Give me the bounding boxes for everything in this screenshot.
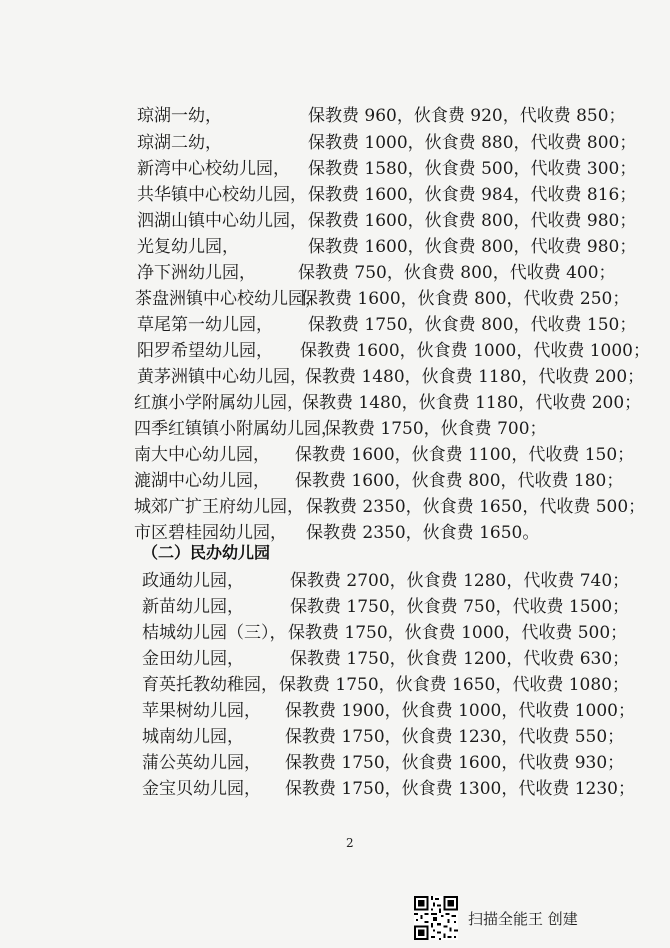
fee-text: 保教费 1750，伙食费 1300，代收费 1230； (285, 779, 636, 799)
fee-text: 保教费 1900，伙食费 1000，代收费 1000； (285, 701, 636, 721)
fee-text: 保教费 1600，伙食费 984，代收费 816； (308, 185, 637, 205)
list-item (142, 700, 636, 722)
kindergarten-name: 新苗幼儿园， (142, 597, 244, 617)
list-item (137, 210, 637, 232)
scanner-watermark (414, 896, 634, 940)
kindergarten-name: 城南幼儿园， (142, 727, 244, 747)
list-item (142, 622, 628, 644)
fee-text: 保教费 1750，伙食费 700； (324, 419, 547, 439)
list-item (137, 262, 616, 284)
fee-text: 保教费 2700，伙食费 1280，代收费 740； (290, 571, 630, 591)
fee-text: 保教费 750，伙食费 800，代收费 400； (298, 263, 616, 283)
fee-text: 保教费 1750，伙食费 1650，代收费 1080； (279, 675, 630, 695)
list-item (142, 596, 630, 618)
list-item (134, 496, 646, 518)
fee-text: 保教费 1600，伙食费 1000，代收费 1000； (300, 341, 651, 361)
fee-text: 保教费 1000，伙食费 880，代收费 800； (308, 133, 637, 153)
kindergarten-name: 政通幼儿园， (142, 571, 244, 591)
page-number: 2 (346, 836, 354, 850)
fee-text: 保教费 1580，伙食费 500，代收费 300； (308, 159, 637, 179)
list-item (137, 132, 637, 154)
fee-text: 保教费 1600，伙食费 800，代收费 250； (301, 289, 630, 309)
fee-text: 保教费 2350，伙食费 1650，代收费 500； (306, 497, 646, 517)
kindergarten-name: 琼湖一幼， (137, 106, 222, 126)
fee-text: 保教费 1600，伙食费 800，代收费 980； (308, 211, 637, 231)
fee-text: 保教费 1480，伙食费 1180，代收费 200； (302, 393, 642, 413)
kindergarten-name: 蒲公英幼儿园， (142, 753, 261, 773)
kindergarten-name: 四季红镇镇小附属幼儿园， (134, 419, 338, 439)
kindergarten-name: 草尾第一幼儿园， (137, 315, 273, 335)
fee-text: 保教费 1480，伙食费 1180，代收费 200； (305, 367, 645, 387)
scanner-app-label: 扫描全能王 创建 (468, 910, 578, 928)
kindergarten-name: 阳罗希望幼儿园， (137, 341, 273, 361)
kindergarten-name: 黄茅洲镇中心幼儿园， (137, 367, 307, 387)
kindergarten-name: 育英托教幼稚园， (142, 675, 278, 695)
fee-text: 保教费 1600，伙食费 800，代收费 980； (308, 237, 637, 257)
list-item (137, 340, 651, 362)
kindergarten-name: 漉湖中心幼儿园， (134, 471, 270, 491)
kindergarten-name: 金田幼儿园， (142, 649, 244, 669)
list-item (137, 366, 645, 388)
list-item (134, 470, 624, 492)
list-item (142, 752, 625, 774)
kindergarten-name: 净下洲幼儿园， (137, 263, 256, 283)
kindergarten-name: 城郊广扩王府幼儿园， (134, 497, 304, 517)
kindergarten-name: 红旗小学附属幼儿园， (134, 393, 304, 413)
list-item (137, 158, 637, 180)
kindergarten-name: 市区碧桂园幼儿园， (134, 523, 287, 543)
kindergarten-name: 共华镇中心校幼儿园， (137, 185, 307, 205)
list-item (137, 184, 637, 206)
fee-text: 保教费 2350，伙食费 1650。 (306, 523, 540, 543)
fee-text: 保教费 1600，伙食费 800，代收费 180； (295, 471, 624, 491)
list-item (137, 105, 626, 127)
fee-text: 保教费 1750，伙食费 1200，代收费 630； (290, 649, 630, 669)
kindergarten-name: 苹果树幼儿园， (142, 701, 261, 721)
section-heading: （二）民办幼儿园 (142, 543, 271, 562)
list-item (142, 570, 630, 592)
fee-text: 保教费 960，伙食费 920，代收费 850； (308, 106, 626, 126)
fee-text: 保教费 1750，伙食费 1600，代收费 930； (285, 753, 625, 773)
kindergarten-name: 金宝贝幼儿园， (142, 779, 261, 799)
list-item (134, 444, 635, 466)
list-item (135, 288, 630, 310)
kindergarten-name: 新湾中心校幼儿园， (137, 159, 290, 179)
kindergarten-name: 琼湖二幼， (137, 133, 222, 153)
fee-text: 保教费 1750，伙食费 750，代收费 1500； (290, 597, 630, 617)
qr-code-icon (414, 896, 458, 940)
list-item (142, 674, 630, 696)
fee-text: 保教费 1750，伙食费 1000，代收费 500； (288, 623, 628, 643)
list-item (137, 236, 637, 258)
kindergarten-name: 茶盘洲镇中心校幼儿园， (135, 289, 322, 309)
list-item (137, 314, 637, 336)
list-item (142, 726, 625, 748)
list-item (134, 418, 547, 440)
list-item (142, 778, 636, 800)
list-item (142, 648, 630, 670)
list-item (134, 392, 642, 414)
kindergarten-name: 泗湖山镇中心幼儿园， (137, 211, 307, 231)
kindergarten-name: 南大中心幼儿园， (134, 445, 270, 465)
kindergarten-name: 光复幼儿园， (137, 237, 239, 257)
fee-text: 保教费 1750，伙食费 800，代收费 150； (308, 315, 637, 335)
fee-text: 保教费 1600，伙食费 1100，代收费 150； (295, 445, 635, 465)
kindergarten-name: 桔城幼儿园（三）， (142, 623, 287, 643)
fee-text: 保教费 1750，伙食费 1230，代收费 550； (285, 727, 625, 747)
